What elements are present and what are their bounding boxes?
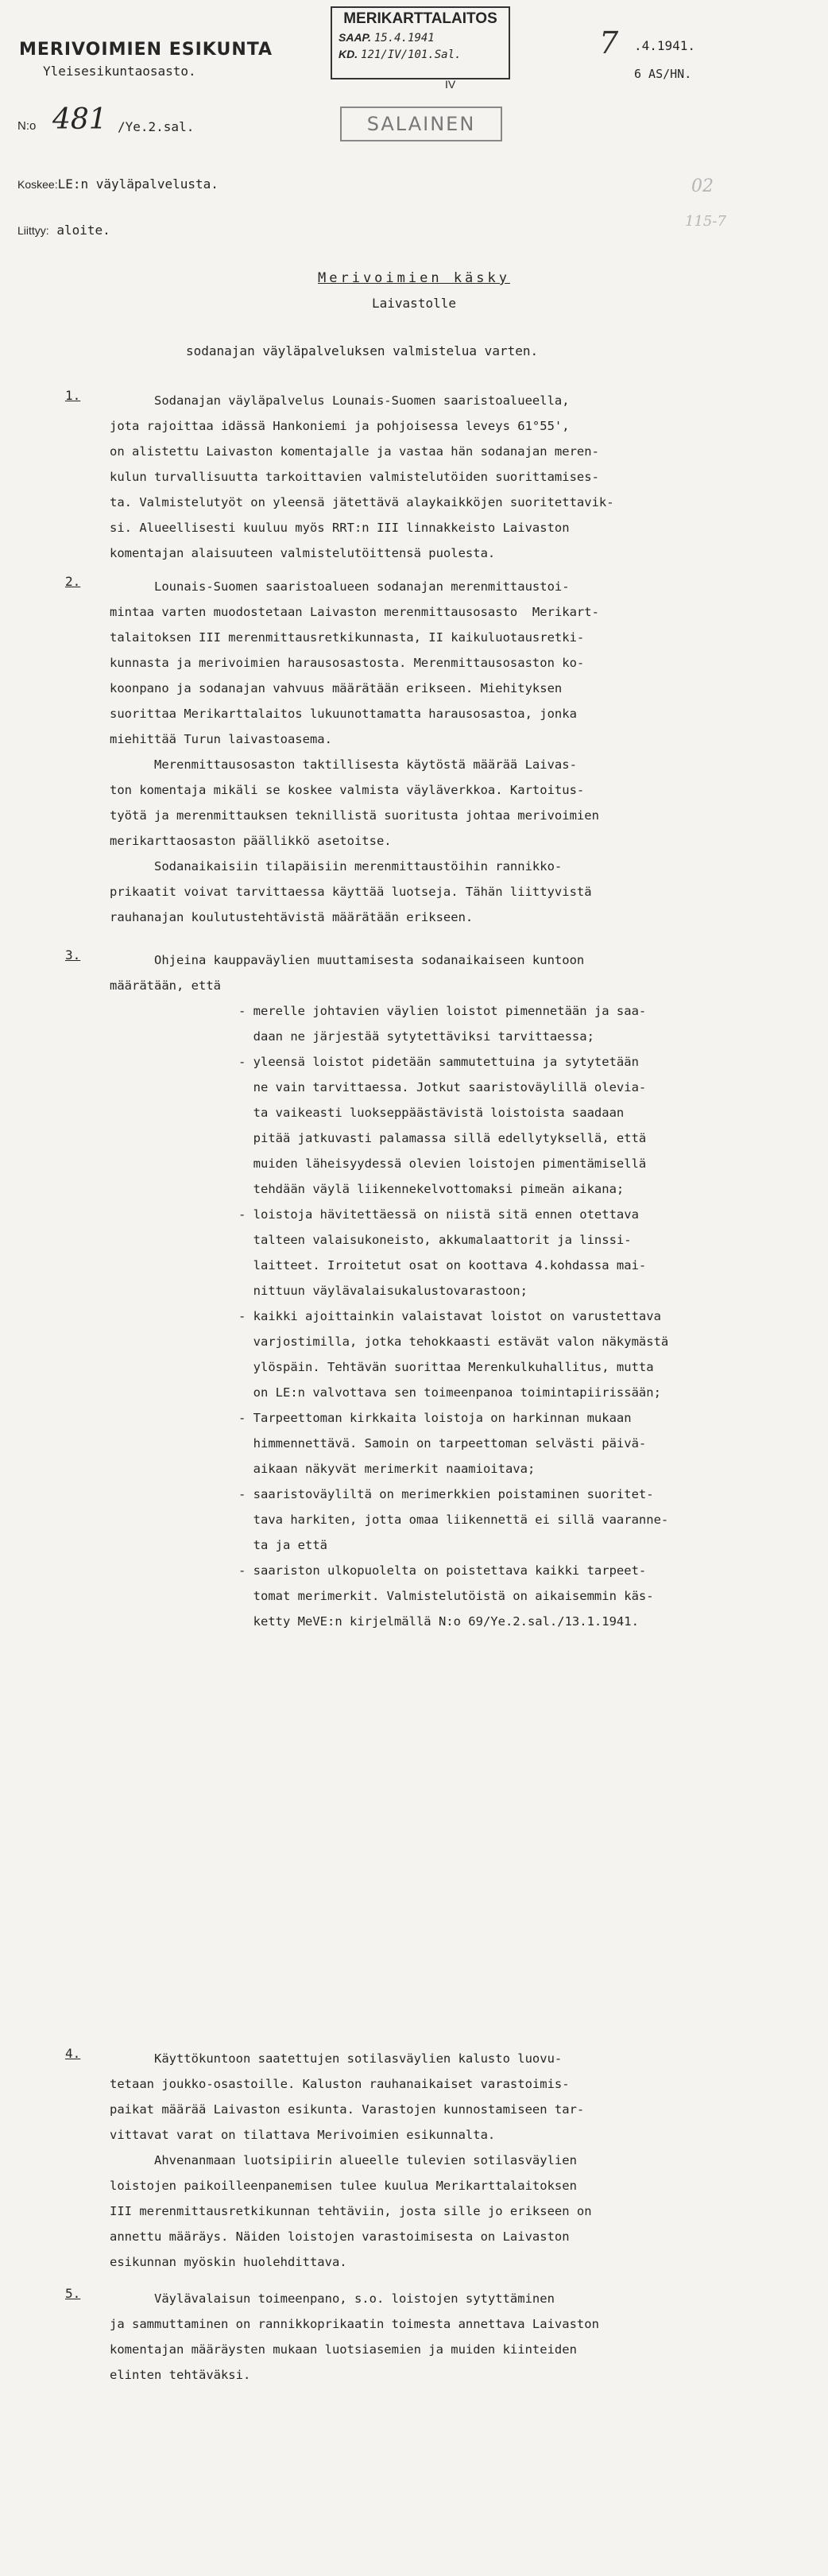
bullet-line: pitää jatkuvasti palamassa sillä edellytyksellä, että [238,1131,647,1145]
stamp-title: MERIKARTTALAITOS [343,10,497,27]
bullet-line: - Tarpeettoman kirkkaita loistoja on harkinnan mukaan [238,1411,632,1425]
stamp-saap-row [332,31,509,45]
document-mark: 6 AS/HN. [634,67,692,81]
reg-number: 481 [52,103,107,136]
text-line: prikaatit voivat tarvittaessa käyttää luotseja. Tähän liittyvistä [110,885,592,899]
text-line: Väylävalaisun toimeenpano, s.o. loistojen sytyttäminen [110,2291,555,2306]
section-2 [65,574,825,930]
text-line: kunnasta ja merivoimien harausosastosta. Merenmittausosaston ko- [110,656,585,670]
text-line: ton komentaja mikäli se koskee valmista väyläverkkoa. Kartoitus- [110,783,585,797]
bullet-line: - saariston ulkopuolelta on poistettava kaikki tarpeet- [238,1563,647,1578]
bullet-line: muiden läheisyydessä olevien loistojen pimentämisellä [238,1156,647,1171]
document-date: .4.1941. [634,38,696,53]
text-line: suorittaa Merikarttalaitos lukuunottamatta harausosastoa, jonka [110,707,577,721]
liittyy-label: Liittyy: [17,224,49,237]
reg-code: /Ye.2.sal. [118,119,195,134]
receipt-stamp [331,6,510,79]
document-subtitle: Laivastolle [372,296,456,311]
section-number: 2. [65,574,81,589]
text-line: Sodanaikaisiin tilapäisiin merenmittaustöihin rannikko- [110,859,563,874]
bullet-line: varjostimilla, jotka tehokkaasti estävät valon näkymästä [238,1334,669,1349]
bullet-line: ylöspäin. Tehtävän suorittaa Merenkulkuhallitus, mutta [238,1360,654,1374]
liittyy-value: aloite. [56,223,110,238]
stamp-saap-label: SAAP. [339,31,371,44]
section-number: 5. [65,2286,81,2301]
text-line: III merenmittausretkikunnan tehtäviin, josta sille jo erikseen on [110,2204,592,2218]
text-line: merikarttaosaston päällikkö asetoitse. [110,834,392,848]
bullet-line: daan ne järjestää sytytettäviksi tarvittaessa; [238,1029,594,1044]
bullet-line: himmennettävä. Samoin on tarpeettoman selvästi päivä- [238,1436,647,1451]
bullet-line: nittuun väylävalaisukalustovarastoon; [238,1284,528,1298]
org-subdivision: Yleisesikuntaosasto. [43,64,196,79]
document-title [0,270,828,286]
section-3 [65,947,825,1634]
bullet-line: tehdään väylä liikennekelvottomaksi pimeän aikana; [238,1182,625,1196]
stamp-kd-value: 121/IV/101.Sal. [361,48,462,61]
text-line: elinten tehtäväksi. [110,2368,251,2382]
text-line: Merenmittausosaston taktillisesta käytöstä määrää Laivas- [110,757,577,772]
text-line: työtä ja merenmittauksen teknillistä suoritusta johtaa merivoimien [110,808,599,823]
bullet-line: ne vain tarvittaessa. Jotkut saaristoväylillä olevia- [238,1080,647,1094]
text-line: komentajan alaisuuteen valmistelutöittensä puolesta. [110,546,496,560]
text-line: talaitoksen III merenmittausretkikunnasta, II kaikuluotausretki- [110,630,585,645]
text-line: ja sammuttaminen on rannikkoprikaatin toimesta annettava Laivaston [110,2317,599,2331]
stamp-kd-label: KD. [339,48,358,60]
text-line: loistojen paikoilleenpanemisen tulee kuulua Merikarttalaitoksen [110,2179,577,2193]
document-title-text: Merivoimien käsky [318,270,510,286]
section-4 [65,2046,825,2275]
section-5 [65,2286,825,2388]
org-name: MERIVOIMIEN ESIKUNTA [19,40,273,60]
text-line: miehittää Turun laivastoasema. [110,732,332,746]
text-line: Lounais-Suomen saaristoalueen sodanajan merenmittaustoi- [110,579,570,594]
stamp-sub: IV [445,78,456,91]
text-line: Ahvenanmaan luotsipiirin alueelle tulevien sotilasväylien [110,2153,577,2167]
text-line: esikunnan myöskin huolehdittava. [110,2255,347,2269]
text-line: on alistettu Laivaston komentajalle ja vastaa hän sodanajan meren- [110,444,599,459]
bullet-line: - loistoja hävitettäessä on niistä sitä ennen otettava [238,1207,639,1222]
side-mark-1: 02 [691,176,714,196]
text-line: määrätään, että [110,978,221,993]
bullet-line: - yleensä loistot pidetään sammutettuina ja sytytetään [238,1055,639,1069]
bullet-line: - merelle johtavien väylien loistot pimennetään ja saa- [238,1004,647,1018]
stamp-kd-row [332,48,509,61]
bullet-line: ketty MeVE:n kirjelmällä N:o 69/Ye.2.sal./13.1.1941. [238,1614,639,1629]
text-line: paikat määrää Laivaston esikunta. Varastojen kunnostamiseen tar- [110,2102,585,2117]
section-number: 3. [65,947,81,963]
text-line: Ohjeina kauppaväylien muuttamisesta sodanaikaiseen kuntoon [110,953,585,967]
secret-stamp: SALAINEN [340,107,502,141]
bullet-line: talteen valaisukoneisto, akkumalaattorit ja linssi- [238,1233,632,1247]
stamp-saap-value: 15.4.1941 [373,32,435,45]
text-line: jota rajoittaa idässä Hankoniemi ja pohjoisessa leveys 61°55', [110,419,570,433]
koskee-value: LE:n väyläpalvelusta. [57,176,219,192]
liittyy-row [17,223,110,238]
text-line: Sodanajan väyläpalvelus Lounais-Suomen saaristoalueella, [110,393,570,408]
koskee-label: Koskee: [17,178,58,191]
bullet-line: - saaristoväyliltä on merimerkkien poistaminen suoritet- [238,1487,654,1501]
text-line: tetaan joukko-osastoille. Kaluston rauhanaikaiset varastoimis- [110,2077,570,2091]
bullet-line: - kaikki ajoittainkin valaistavat loistot on varustettava [238,1309,661,1323]
bullet-line: ta vaikeasti luokseppäästävistä loistoista saadaan [238,1106,625,1120]
text-line: annettu määräys. Näiden loistojen varastoimisesta on Laivaston [110,2229,570,2244]
bullet-line: tomat merimerkit. Valmistelutöistä on aikaisemmin käs- [238,1589,654,1603]
bullet-line: aikaan näkyvät merimerkit naamioitava; [238,1462,536,1476]
section-number: 4. [65,2046,81,2061]
bullet-line: laitteet. Irroitetut osat on koottava 4.kohdassa mai- [238,1258,647,1273]
side-mark-2: 115-7 [685,213,726,230]
text-line: komentajan määräysten mukaan luotsiasemien ja muiden kiinteiden [110,2342,577,2357]
handwritten-day: 7 [599,25,619,60]
text-line: Käyttökuntoon saatettujen sotilasväylien kalusto luovu- [110,2051,563,2066]
text-line: si. Alueellisesti kuuluu myös RRT:n III linnakkeisto Laivaston [110,521,570,535]
section-1 [65,388,825,566]
bullet-line: tava harkiten, jotta omaa liikennettä ei sillä vaaranne- [238,1513,669,1527]
text-line: ta. Valmistelutyöt on yleensä jätettävä alaykaikköjen suoritettavik- [110,495,614,509]
bullet-line: ta ja että [238,1538,327,1552]
reg-label: N:o [17,119,37,133]
text-line: mintaa varten muodostetaan Laivaston merenmittausosasto Merikart- [110,605,599,619]
text-line: kulun turvallisuutta tarkoittavien valmistelutöiden suorittamises- [110,470,599,484]
text-line: vittavat varat on tilattava Merivoimien esikunnalta. [110,2128,496,2142]
document-subject: sodanajan väyläpalveluksen valmistelua varten. [186,343,539,358]
bullet-line: on LE:n valvottava sen toimeenpanoa toimintapiirissään; [238,1385,661,1400]
text-line: koonpano ja sodanajan vahvuus määrätään erikseen. Miehityksen [110,681,563,695]
koskee-row [17,176,219,192]
text-line: rauhanajan koulutustehtävistä määrätään erikseen. [110,910,474,924]
section-number: 1. [65,388,81,403]
